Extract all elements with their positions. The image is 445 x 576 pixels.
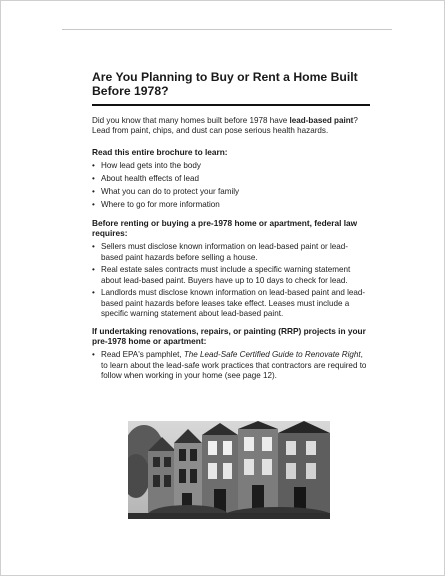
list-item: • How lead gets into the body [92,160,201,170]
bullet-icon: • [92,160,95,170]
row-houses-illustration [128,421,330,519]
intro-text-end: ? Lead from paint, chips, and dust can pose serious health hazards. [92,115,358,136]
houses-photo [128,421,330,519]
bullet-icon: • [92,186,95,196]
list-item: • What you can do to protect your family [92,186,240,196]
list-item: • Sellers must disclose known information on lead-based paint or lead-based paint hazards before selling a house. [92,242,348,262]
top-divider [62,29,392,30]
pamphlet-title: The Lead-Safe Certified Guide to Renovate Right [183,350,361,360]
page-title: Are You Planning to Buy or Rent a Home Built Before 1978? [92,70,370,106]
section-heading-renovations: If undertaking renovations, repairs, or painting (RRP) projects in your pre-1978 home or apartment: [92,326,366,347]
list-item: • Landlords must disclose known information on lead-based paint and lead-based paint hazards before leases take effect. Leases must include a specific warning statement about lead-based paint. [92,288,366,318]
bullet-icon: • [92,173,95,183]
list-item: • About health effects of lead [92,173,199,183]
bullet-icon: • [92,288,95,298]
bullet-icon: • [92,199,95,209]
list-item: • Where to go for more information [92,199,220,209]
brochure-content [92,70,370,384]
bullet-icon: • [92,265,95,275]
section-heading-federal-law: Before renting or buying a pre-1978 home or apartment, federal law requires: [92,218,358,239]
bullet-icon: • [92,242,95,252]
learn-list [92,161,370,210]
section-heading-learn: Read this entire brochure to learn: [92,146,228,157]
bullet-icon: • [92,350,95,360]
federal-law-list [92,242,370,319]
renovations-list [92,350,370,381]
list-item: • Real estate sales contracts must include a specific warning statement about lead-based paint. Buyers have up to 10 days to check for lead. [92,265,351,285]
intro-bold-term: lead-based paint [289,115,354,125]
intro-paragraph [92,116,370,137]
intro-text-start: Did you know that many homes built before 1978 have [92,115,290,125]
list-item: • Read EPA's pamphlet, The Lead-Safe Certified Guide to Renovate Right, to learn about the lead-safe work practices that contractors are required to follow when working in your home (see page 12). [92,350,367,380]
